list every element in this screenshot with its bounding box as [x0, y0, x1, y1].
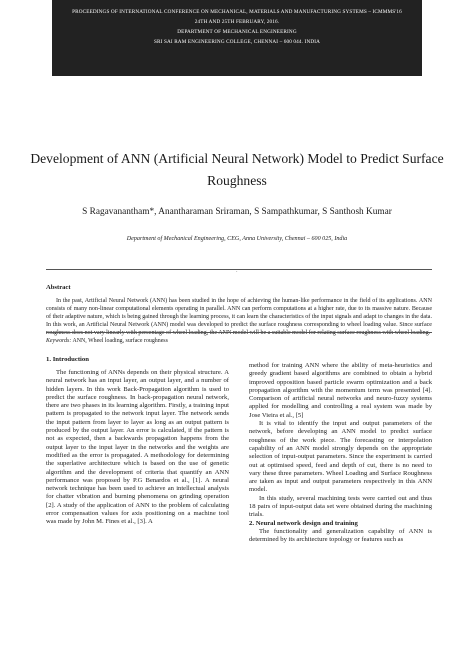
- section-2-heading: 2. Neural network design and training: [249, 519, 358, 527]
- conference-name: PROCEEDINGS OF INTERNATIONAL CONFERENCE ON MECHANICAL, MATERIALS AND MANUFACTURING SYSTEMS – ICMMMS'16: [72, 9, 402, 15]
- paper-title: Development of ANN (Artificial Neural Network) Model to Predict Surface Roughness: [30, 151, 444, 188]
- section-1-paragraph: The functioning of ANNs depends on their physical structure. A neural network has an input layer, an output layer, and a number of hidden layers. In this work Back-Propagation algorithm is used to predict the surface roughness. In back-propagation neural network, there are two phases in its learning algorithm. Firstly, a training input pattern is propagated to the network input layer. The network sends the input pattern from layer to layer as long as an output pattern is produced by the output layer. An error is calculated, if the pattern is not as expected, then a backwards propagation happens from the output layer to the input layer in the networks and the weights are modified as the error is propagated. A methodology for determining the superlative architecture which is based on the use of genetic algorithm and the development of criteria that quantify an ANN performance was proposed by P.G Benardos et al., [1]. A neural network technique has been used to achieve an intellectual analysis for chatter vibration and burning phenomena on grinding operation [2]. A study of the application of ANN to the problem of calculating error compensation values for axis positioning on a machine tool was made by John M. Fines et al., [3]. A: [46, 369, 229, 526]
- keywords: [46, 338, 432, 344]
- left-column: [46, 356, 229, 527]
- keywords-label: Keywords:: [46, 338, 72, 344]
- top-divider: [46, 269, 432, 270]
- right-paragraph-3: In this study, several machining tests were carried out and thus 18 pairs of input-output data set were obtained during the machining trials.: [249, 494, 432, 519]
- right-paragraph-4: The functionality and generalization capability of ANN is determined by its architecture topology or features such as: [249, 527, 432, 543]
- right-paragraph-2: It is vital to identify the input and output parameters of the network, before developing an ANN model to predict surface roughness of the work piece. The forecasting or interpolation capability of an ANN model strongly depends on the appropriate selection of input-output parameters. Since the experiment is carried out at optimised speed, feed and depth of cut, there is no need to vary these three parameters. Wheel Loading and Surface Roughness are taken as input and output parameters respectively in this ANN model.: [249, 420, 432, 494]
- section-1-heading: 1. Introduction: [46, 356, 89, 363]
- keywords-text: ANN, Wheel loading, surface roughness: [72, 338, 168, 344]
- conference-venue: SRI SAI RAM ENGINEERING COLLEGE, CHENNAI – 600 044. INDIA: [153, 39, 321, 45]
- paper-affiliation: Department of Mechanical Engineering, CEG, Anna University, Chennai – 600 025, India: [126, 236, 348, 242]
- conference-header: [52, 0, 422, 76]
- conference-dates: 24TH AND 25TH FEBRUARY, 2016.: [194, 19, 280, 25]
- conference-department: DEPARTMENT OF MECHANICAL ENGINEERING: [177, 29, 297, 35]
- abstract-text: In the past, Artificial Neural Network (ANN) has been studied in the hope of achieving the human-like performance in the field of its applications. ANN consists of many non-linear computational elements operating in parallel. ANN can perform computations at a higher rate, due to its massive nature. Because of their adaptive nature, which is being gained through the learning process, it can learn the characteristics of the input signals and adapt to changes in the data. In this work, an Artificial Neural Network (ANN) model was developed to predict the surface roughness corresponding to wheel loading value. Since surface roughness does not vary linearly with percentage of wheel loading, the ANN model will be a suitable model for relating surface roughness with wheel loading.: [46, 298, 432, 337]
- abstract-heading: Abstract: [46, 284, 71, 291]
- divider-dot: ·: [236, 270, 238, 275]
- bottom-divider: [46, 332, 432, 333]
- right-column: [249, 362, 432, 544]
- paper-authors: S Ragavanantham*, Anantharaman Sriraman, S Sampathkumar, S Santhosh Kumar: [82, 207, 392, 217]
- right-paragraph-1: method for training ANN where the ability of meta-heuristics and greedy gradient based algorithms are combined to obtain a hybrid improved opposition based particle swarm optimization and a back propagation algorithm with the momentum term was presented [4]. Comparison of artificial neural networks and neuro-fuzzy systems applied for modelling and controlling a real system was made by Jose Vieira et al., [5]: [249, 362, 432, 419]
